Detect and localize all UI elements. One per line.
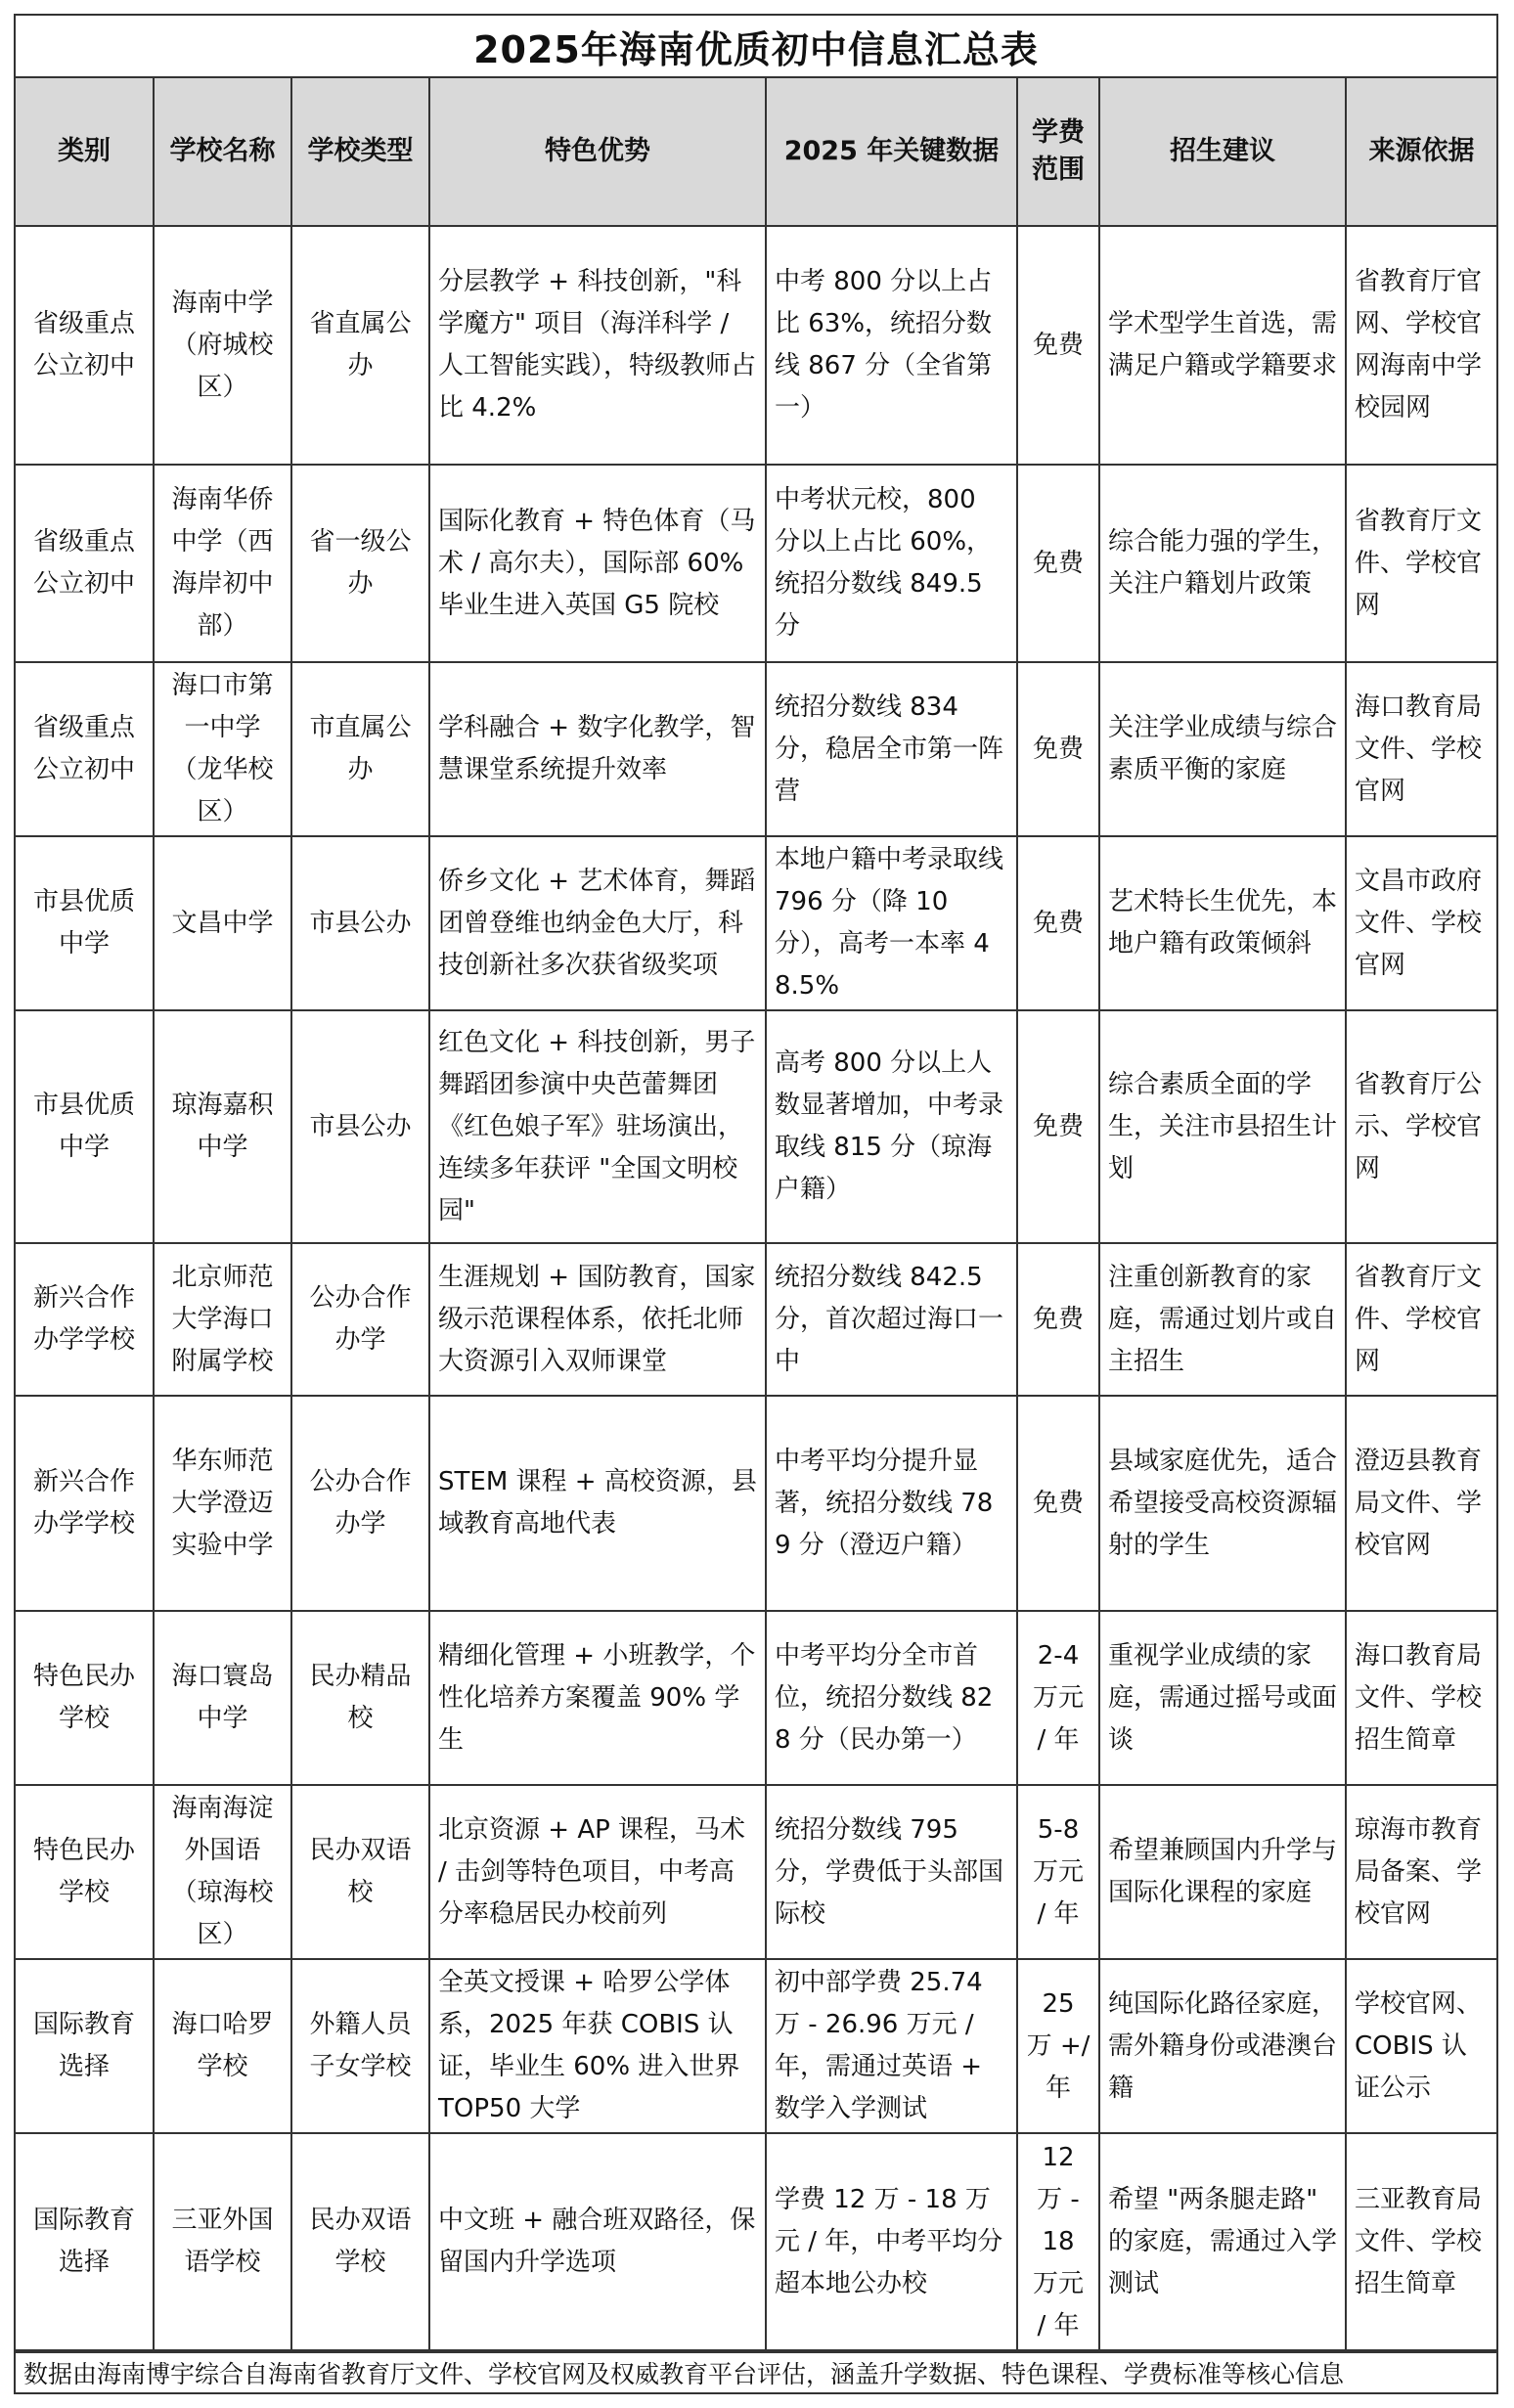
cell-fee: 免费 xyxy=(1017,1396,1099,1611)
cell-source: 省教育厅公示、学校官网 xyxy=(1346,1010,1496,1243)
table-row xyxy=(16,1959,1496,2133)
cell-fee: 2-4 万元 / 年 xyxy=(1017,1611,1099,1785)
cell-data: 统招分数线 834 分，稳居全市第一阵营 xyxy=(766,662,1017,836)
cell-data: 统招分数线 795 分，学费低于头部国际校 xyxy=(766,1785,1017,1959)
cell-type: 市直属公办 xyxy=(291,662,429,836)
cell-type: 民办双语校 xyxy=(291,1785,429,1959)
cell-fee: 免费 xyxy=(1017,465,1099,662)
header-advice: 招生建议 xyxy=(1099,78,1346,226)
cell-source: 三亚教育局文件、学校招生简章 xyxy=(1346,2133,1496,2350)
cell-advice: 艺术特长生优先，本地户籍有政策倾斜 xyxy=(1099,836,1346,1010)
cell-type: 市县公办 xyxy=(291,836,429,1010)
cell-data: 中考平均分提升显著，统招分数线 789 分（澄迈户籍） xyxy=(766,1396,1017,1611)
cell-type: 省直属公办 xyxy=(291,226,429,465)
cell-school: 海南海淀外国语（琼海校区） xyxy=(154,1785,291,1959)
cell-feature: STEM 课程 + 高校资源，县域教育高地代表 xyxy=(429,1396,766,1611)
cell-source: 海口教育局文件、学校招生简章 xyxy=(1346,1611,1496,1785)
cell-category: 国际教育选择 xyxy=(16,2133,154,2350)
cell-advice: 县域家庭优先，适合希望接受高校资源辐射的学生 xyxy=(1099,1396,1346,1611)
header-fee: 学费范围 xyxy=(1017,78,1099,226)
cell-school: 海口寰岛中学 xyxy=(154,1611,291,1785)
cell-data: 学费 12 万 - 18 万元 / 年，中考平均分超本地公办校 xyxy=(766,2133,1017,2350)
cell-type: 民办双语学校 xyxy=(291,2133,429,2350)
table-row xyxy=(16,226,1496,465)
cell-type: 民办精品校 xyxy=(291,1611,429,1785)
cell-category: 特色民办学校 xyxy=(16,1785,154,1959)
cell-school: 北京师范大学海口附属学校 xyxy=(154,1243,291,1396)
cell-source: 澄迈县教育局文件、学校官网 xyxy=(1346,1396,1496,1611)
cell-feature: 北京资源 + AP 课程，马术 / 击剑等特色项目，中考高分率稳居民办校前列 xyxy=(429,1785,766,1959)
header-school-type: 学校类型 xyxy=(291,78,429,226)
cell-source: 省教育厅文件、学校官网 xyxy=(1346,1243,1496,1396)
cell-advice: 重视学业成绩的家庭，需通过摇号或面谈 xyxy=(1099,1611,1346,1785)
footnote: 数据由海南博宇综合自海南省教育厅文件、学校官网及权威教育平台评估，涵盖升学数据、特色课程、学费标准等核心信息 xyxy=(16,2351,1496,2392)
table-row xyxy=(16,465,1496,662)
cell-advice: 希望 "两条腿走路" 的家庭，需通过入学测试 xyxy=(1099,2133,1346,2350)
header-key-data: 2025 年关键数据 xyxy=(766,78,1017,226)
school-info-table xyxy=(16,78,1496,2351)
cell-fee: 25 万 +/ 年 xyxy=(1017,1959,1099,2133)
table-row xyxy=(16,1611,1496,1785)
header-source: 来源依据 xyxy=(1346,78,1496,226)
cell-type: 市县公办 xyxy=(291,1010,429,1243)
cell-category: 特色民办学校 xyxy=(16,1611,154,1785)
table-row xyxy=(16,1243,1496,1396)
header-category: 类别 xyxy=(16,78,154,226)
cell-school: 琼海嘉积中学 xyxy=(154,1010,291,1243)
cell-fee: 免费 xyxy=(1017,836,1099,1010)
cell-data: 中考状元校，800 分以上占比 60%，统招分数线 849.5 分 xyxy=(766,465,1017,662)
cell-feature: 分层教学 + 科技创新，"科学魔方" 项目（海洋科学 / 人工智能实践），特级教师占比 4.2% xyxy=(429,226,766,465)
cell-type: 公办合作办学 xyxy=(291,1396,429,1611)
cell-feature: 生涯规划 + 国防教育，国家级示范课程体系，依托北师大资源引入双师课堂 xyxy=(429,1243,766,1396)
cell-type: 省一级公办 xyxy=(291,465,429,662)
table-row xyxy=(16,1396,1496,1611)
cell-school: 文昌中学 xyxy=(154,836,291,1010)
table-row xyxy=(16,2133,1496,2350)
cell-source: 省教育厅官网、学校官网海南中学校园网 xyxy=(1346,226,1496,465)
table-row xyxy=(16,1785,1496,1959)
header-row xyxy=(16,78,1496,226)
cell-fee: 免费 xyxy=(1017,1243,1099,1396)
cell-school: 海口哈罗学校 xyxy=(154,1959,291,2133)
table-row xyxy=(16,662,1496,836)
header-school-name: 学校名称 xyxy=(154,78,291,226)
cell-data: 高考 800 分以上人数显著增加，中考录取线 815 分（琼海户籍） xyxy=(766,1010,1017,1243)
cell-data: 本地户籍中考录取线 796 分（降 10 分），高考一本率 48.5% xyxy=(766,836,1017,1010)
cell-source: 海口教育局文件、学校官网 xyxy=(1346,662,1496,836)
cell-category: 市县优质中学 xyxy=(16,1010,154,1243)
cell-feature: 学科融合 + 数字化教学，智慧课堂系统提升效率 xyxy=(429,662,766,836)
cell-feature: 精细化管理 + 小班教学，个性化培养方案覆盖 90% 学生 xyxy=(429,1611,766,1785)
cell-advice: 纯国际化路径家庭，需外籍身份或港澳台籍 xyxy=(1099,1959,1346,2133)
cell-feature: 中文班 + 融合班双路径，保留国内升学选项 xyxy=(429,2133,766,2350)
cell-school: 海口市第一中学（龙华校区） xyxy=(154,662,291,836)
cell-fee: 免费 xyxy=(1017,1010,1099,1243)
cell-advice: 注重创新教育的家庭，需通过划片或自主招生 xyxy=(1099,1243,1346,1396)
cell-data: 中考 800 分以上占比 63%，统招分数线 867 分（全省第一） xyxy=(766,226,1017,465)
cell-category: 省级重点公立初中 xyxy=(16,226,154,465)
table-row xyxy=(16,1010,1496,1243)
cell-feature: 侨乡文化 + 艺术体育，舞蹈团曾登维也纳金色大厅，科技创新社多次获省级奖项 xyxy=(429,836,766,1010)
cell-data: 初中部学费 25.74 万 - 26.96 万元 / 年，需通过英语 + 数学入学测试 xyxy=(766,1959,1017,2133)
cell-fee: 12 万 - 18 万元 / 年 xyxy=(1017,2133,1099,2350)
cell-feature: 国际化教育 + 特色体育（马术 / 高尔夫），国际部 60% 毕业生进入英国 G5 院校 xyxy=(429,465,766,662)
header-features: 特色优势 xyxy=(429,78,766,226)
cell-source: 学校官网、COBIS 认证公示 xyxy=(1346,1959,1496,2133)
cell-advice: 综合素质全面的学生，关注市县招生计划 xyxy=(1099,1010,1346,1243)
cell-category: 国际教育选择 xyxy=(16,1959,154,2133)
cell-data: 统招分数线 842.5 分，首次超过海口一中 xyxy=(766,1243,1017,1396)
cell-source: 琼海市教育局备案、学校官网 xyxy=(1346,1785,1496,1959)
cell-source: 文昌市政府文件、学校官网 xyxy=(1346,836,1496,1010)
cell-school: 华东师范大学澄迈实验中学 xyxy=(154,1396,291,1611)
cell-category: 省级重点公立初中 xyxy=(16,662,154,836)
cell-fee: 免费 xyxy=(1017,662,1099,836)
cell-advice: 综合能力强的学生，关注户籍划片政策 xyxy=(1099,465,1346,662)
cell-school: 海南华侨中学（西海岸初中部） xyxy=(154,465,291,662)
cell-advice: 关注学业成绩与综合素质平衡的家庭 xyxy=(1099,662,1346,836)
cell-type: 公办合作办学 xyxy=(291,1243,429,1396)
cell-fee: 免费 xyxy=(1017,226,1099,465)
cell-category: 新兴合作办学学校 xyxy=(16,1243,154,1396)
cell-category: 市县优质中学 xyxy=(16,836,154,1010)
summary-table-frame xyxy=(14,14,1498,2394)
cell-type: 外籍人员子女学校 xyxy=(291,1959,429,2133)
cell-feature: 全英文授课 + 哈罗公学体系，2025 年获 COBIS 认证，毕业生 60% 进入世界 TOP50 大学 xyxy=(429,1959,766,2133)
cell-category: 省级重点公立初中 xyxy=(16,465,154,662)
cell-category: 新兴合作办学学校 xyxy=(16,1396,154,1611)
cell-source: 省教育厅文件、学校官网 xyxy=(1346,465,1496,662)
cell-school: 海南中学（府城校区） xyxy=(154,226,291,465)
cell-advice: 希望兼顾国内升学与国际化课程的家庭 xyxy=(1099,1785,1346,1959)
page-title: 2025年海南优质初中信息汇总表 xyxy=(16,16,1496,78)
cell-advice: 学术型学生首选，需满足户籍或学籍要求 xyxy=(1099,226,1346,465)
cell-fee: 5-8 万元 / 年 xyxy=(1017,1785,1099,1959)
table-row xyxy=(16,836,1496,1010)
cell-school: 三亚外国语学校 xyxy=(154,2133,291,2350)
cell-data: 中考平均分全市首位，统招分数线 828 分（民办第一） xyxy=(766,1611,1017,1785)
cell-feature: 红色文化 + 科技创新，男子舞蹈团参演中央芭蕾舞团《红色娘子军》驻场演出，连续多年获评 "全国文明校园" xyxy=(429,1010,766,1243)
